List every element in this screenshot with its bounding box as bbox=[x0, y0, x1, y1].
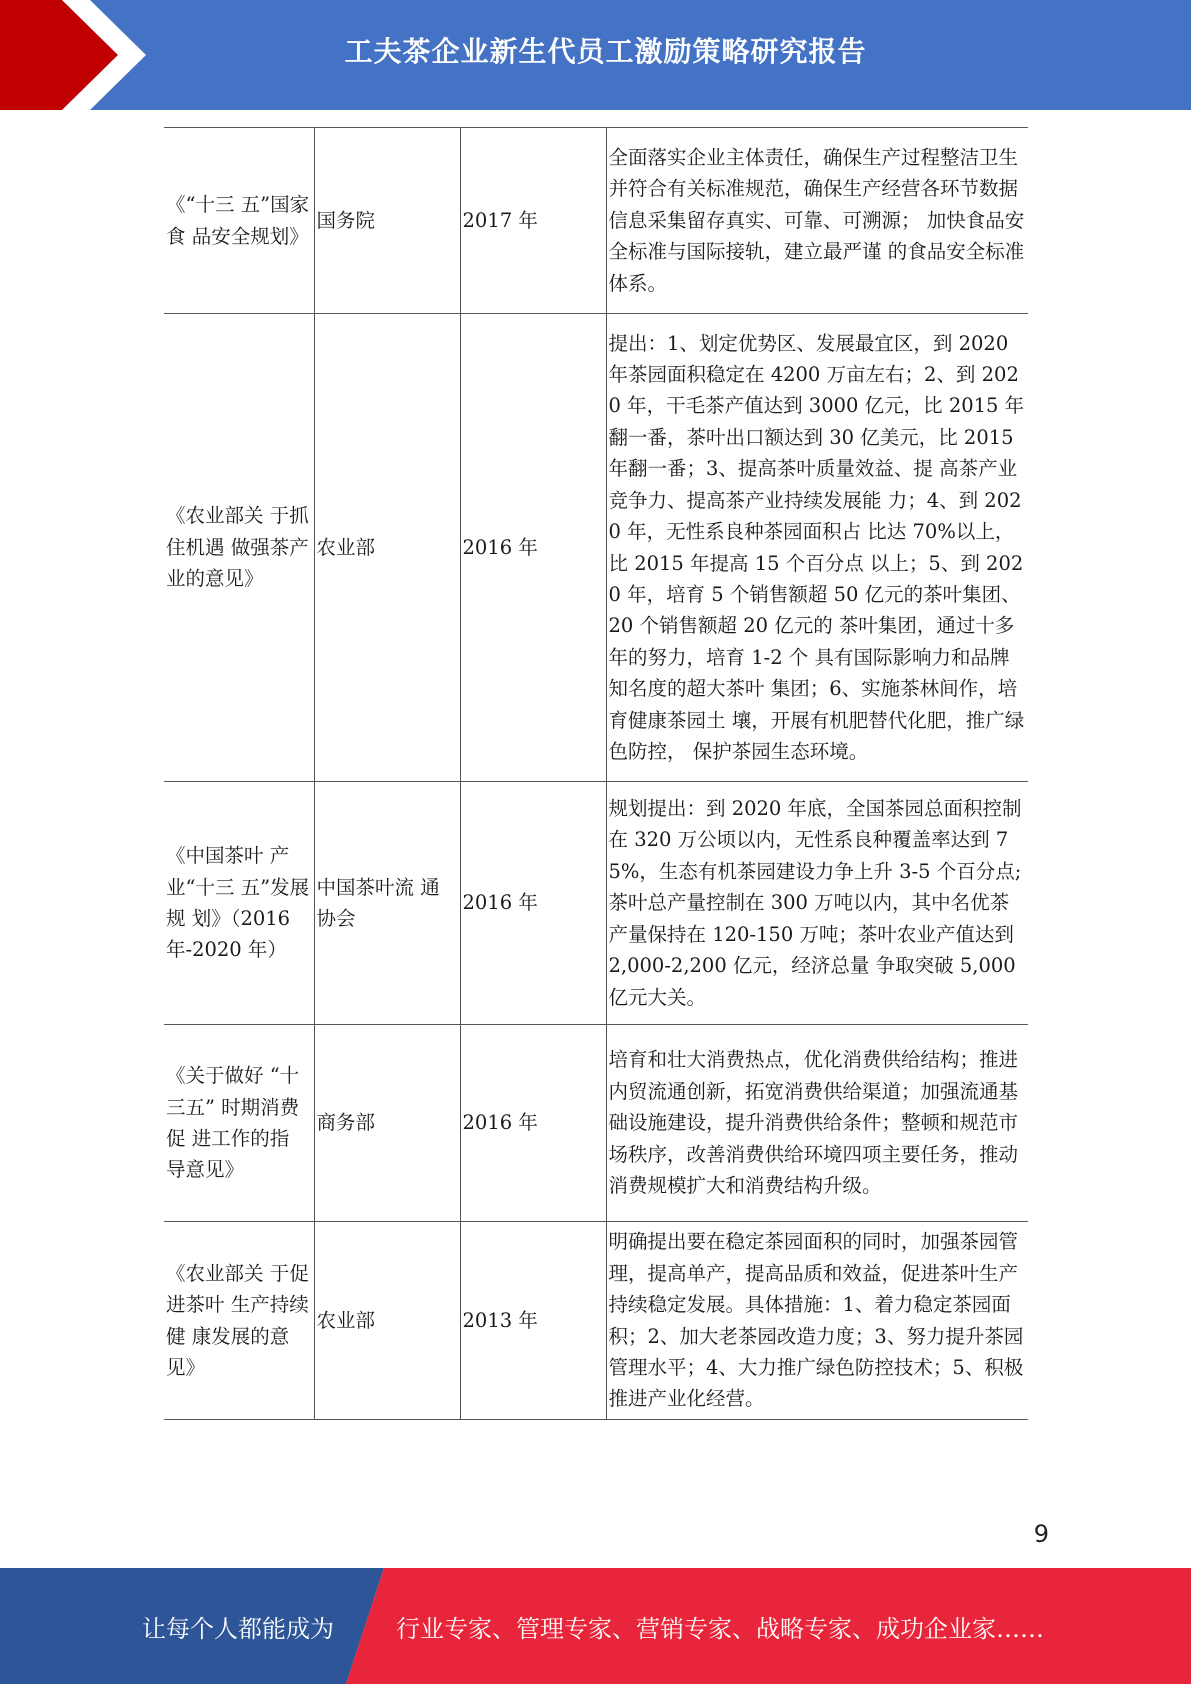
policy-issuer: 农业部 bbox=[314, 314, 460, 782]
policy-detail: 提出：1、划定优势区、发展最宜区，到 2020 年茶园面积稳定在 4200 万亩左右；2、到 2020 年，干毛茶产值达到 3000 亿元，比 2015 年翻一番，茶叶出口额达到 30 亿美元，比 2015 年翻一番；3、提高茶叶质量效益、提 高茶产业竞争力、提高茶产业持续发展能 力；4、到 2020 年，无性系良种茶园面积占 比达 70%以上，比 2015 年提高 15 个百分点 以上；5、到 2020 年，培育 5 个销售额超 50 亿元的茶叶集团、20 个销售额超 20 亿元的 茶叶集团，通过十多年的努力，培育 1-2 个 具有国际影响力和品牌知名度的超大茶叶 集团；6、实施茶林间作，培育健康茶园土 壤，开展有机肥替代化肥，推广绿色防控， 保护茶园生态环境。 bbox=[606, 314, 1028, 782]
policy-document-name: 《农业部关 于促进茶叶 生产持续健 康发展的意 见》 bbox=[164, 1222, 314, 1420]
policy-table bbox=[164, 127, 1028, 1420]
policy-year: 2013 年 bbox=[460, 1222, 606, 1420]
table-row bbox=[164, 128, 1028, 314]
table-row bbox=[164, 1222, 1028, 1420]
policy-detail: 全面落实企业主体责任，确保生产过程整洁卫生并符合有关标准规范，确保生产经营各环节数据信息采集留存真实、可靠、可溯源； 加快食品安全标准与国际接轨，建立最严谨 的食品安全标准体系。 bbox=[606, 128, 1028, 314]
policy-year: 2016 年 bbox=[460, 782, 606, 1025]
policy-issuer: 国务院 bbox=[314, 128, 460, 314]
table-row bbox=[164, 314, 1028, 782]
page-footer bbox=[0, 1568, 1191, 1684]
policy-document-name: 《关于做好 “十三五” 时期消费促 进工作的指 导意见》 bbox=[164, 1025, 314, 1222]
policy-detail: 培育和壮大消费热点，优化消费供给结构；推进内贸流通创新，拓宽消费供给渠道；加强流通基础设施建设，提升消费供给条件；整顿和规范市场秩序，改善消费供给环境四项主要任务，推动消费规模扩大和消费结构升级。 bbox=[606, 1025, 1028, 1222]
policy-issuer: 中国茶叶流 通协会 bbox=[314, 782, 460, 1025]
policy-year: 2017 年 bbox=[460, 128, 606, 314]
page-number: 9 bbox=[1033, 1520, 1049, 1548]
policy-document-name: 《中国茶叶 产业“十三 五”发展规 划》（2016 年-2020 年） bbox=[164, 782, 314, 1025]
policy-detail: 规划提出：到 2020 年底，全国茶园总面积控制在 320 万公顷以内，无性系良种覆盖率达到 75%，生态有机茶园建设力争上升 3-5 个百分点;茶叶总产量控制在 300 万吨以内，其中名优茶产量保持在 120-150 万吨；茶叶农业产值达到 2,000-2,200 亿元，经济总量 争取突破 5,000 亿元大关。 bbox=[606, 782, 1028, 1025]
footer-slogan-right: 行业专家、管理专家、营销专家、战略专家、成功企业家…… bbox=[396, 1614, 1044, 1643]
report-title: 工夫茶企业新生代员工激励策略研究报告 bbox=[344, 35, 867, 68]
policy-year: 2016 年 bbox=[460, 314, 606, 782]
policy-document-name: 《“十三 五”国家食 品安全规划》 bbox=[164, 128, 314, 314]
table-row bbox=[164, 1025, 1028, 1222]
page-header bbox=[0, 0, 1191, 110]
footer-slogan-left: 让每个人都能成为 bbox=[142, 1614, 334, 1643]
table-row bbox=[164, 782, 1028, 1025]
policy-issuer: 商务部 bbox=[314, 1025, 460, 1222]
policy-detail: 明确提出要在稳定茶园面积的同时，加强茶园管理，提高单产，提高品质和效益，促进茶叶生产持续稳定发展。具体措施：1、着力稳定茶园面积；2、加大老茶园改造力度；3、努力提升茶园管理水平；4、大力推广绿色防控技术；5、积极推进产业化经营。 bbox=[606, 1222, 1028, 1420]
policy-year: 2016 年 bbox=[460, 1025, 606, 1222]
policy-issuer: 农业部 bbox=[314, 1222, 460, 1420]
policy-document-name: 《农业部关 于抓住机遇 做强茶产业的意见》 bbox=[164, 314, 314, 782]
